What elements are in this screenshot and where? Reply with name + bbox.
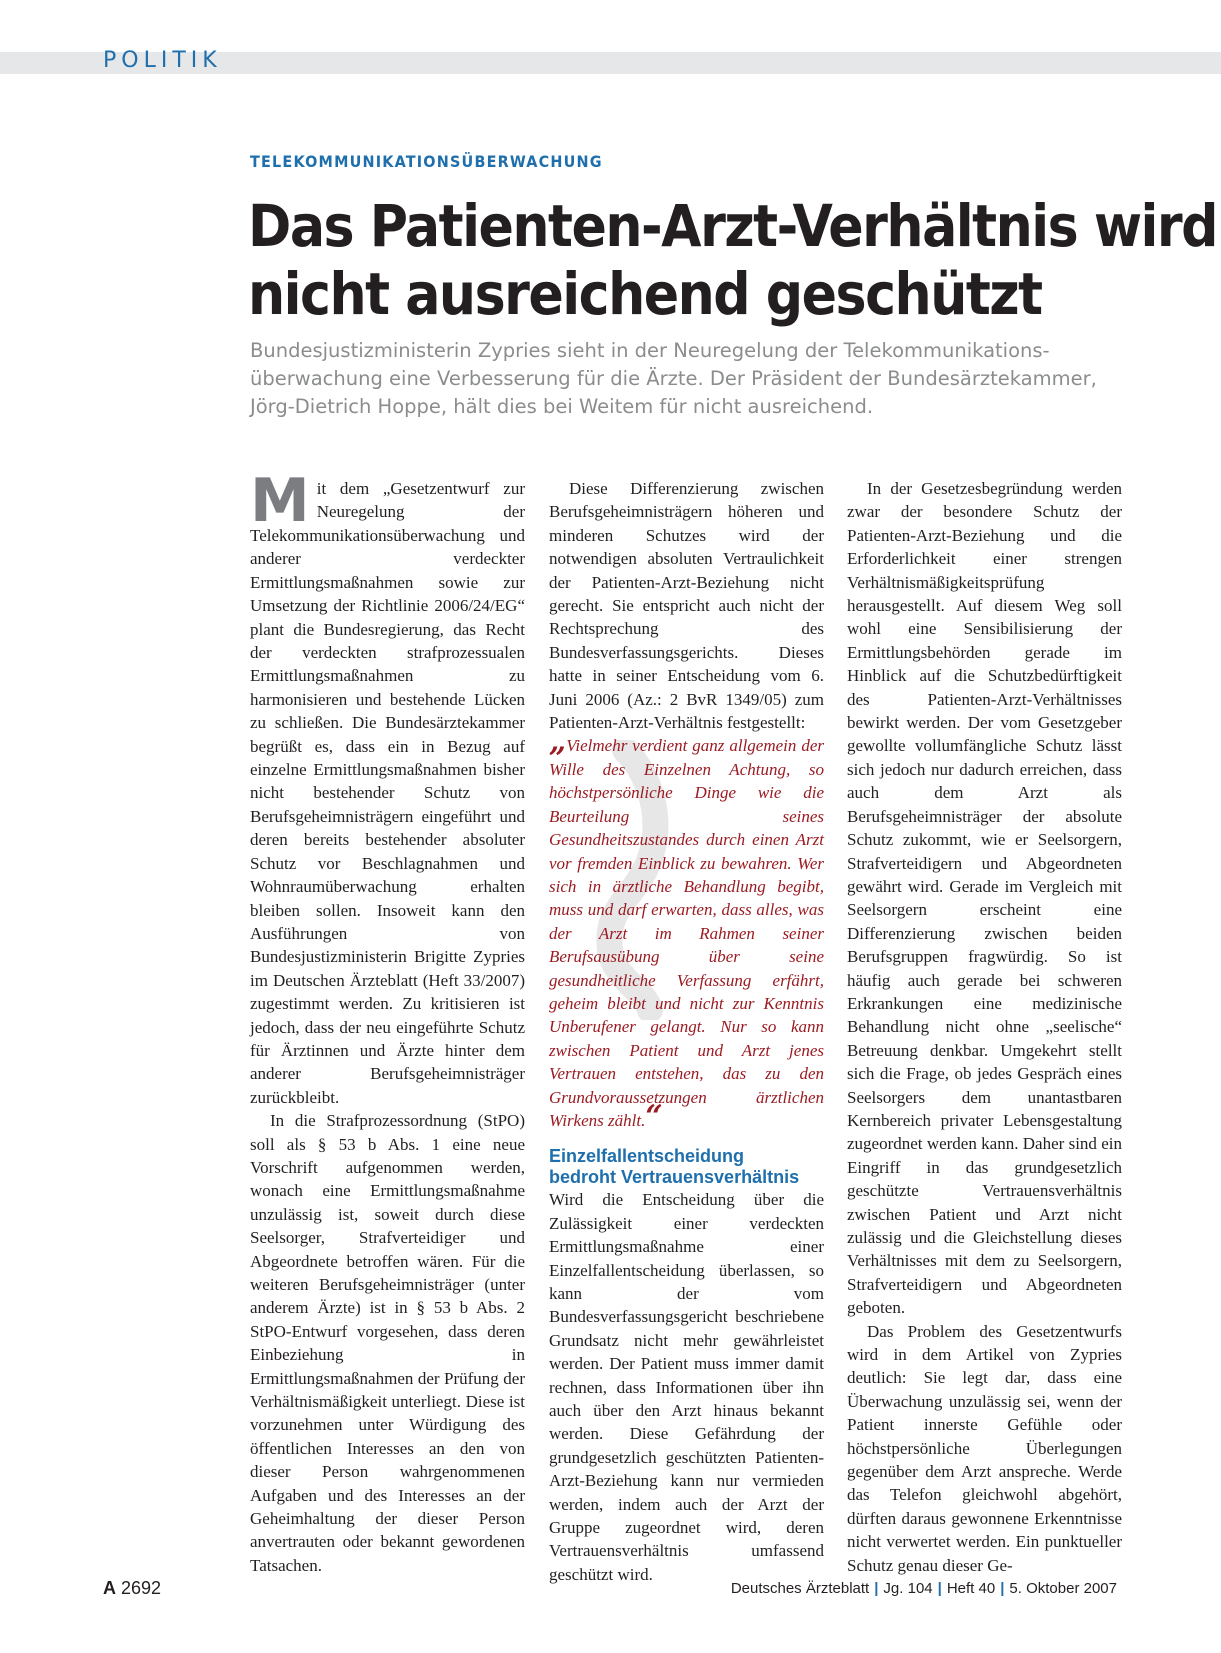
- lead-line-1: Bundesjustizministerin Zypries sieht in der Neuregelung der Telekommunikations-: [250, 339, 1050, 362]
- article-lead: [250, 337, 1130, 421]
- text-column-1: [250, 466, 525, 1577]
- footer-separator: |: [937, 1580, 942, 1597]
- paragraph: Das Problem des Gesetzentwurfs wird in dem Artikel von Zypries deutlich: Sie legt dar, dass eine Überwachung unzulässig sei, wenn der Patient innerste Gefühle oder höchstpersönliche Überlegungen gegenüber dem Arzt anspreche. Werde das Telefon gleichwohl abgehört, dürften daraus gewonnene Erkenntnisse nicht verwertet werden. Ein punktueller Schutz genau dieser Ge-: [847, 1321, 1122, 1575]
- journal-name: Deutsches Ärzteblatt: [730, 1580, 870, 1597]
- text-column-2: [549, 477, 824, 1586]
- page-number-value: 2692: [121, 1578, 162, 1598]
- subheading-line-2: bedroht Vertrauensverhältnis: [549, 1167, 800, 1188]
- paragraph: Diese Differenzierung zwischen Berufsgeheimnisträgern höheren und minderen Schutzes wird der notwendigen absoluten Vertraulichkeit der Patienten-Arzt-Beziehung nicht gerecht. Sie entspricht auch nicht der Rechtsprechung des Bundesverfassungsgerichts. Dieses hatte in seiner Entscheidung vom 6. Juni 2006 (Az.: 2 BvR 1349/05) zum Patienten-Arzt-Verhältnis festgestellt:: [549, 479, 824, 733]
- court-quote: [549, 724, 824, 1134]
- journal-date: 5. Oktober 2007: [1009, 1580, 1117, 1597]
- page-prefix: A: [103, 1578, 116, 1598]
- article-kicker: TELEKOMMUNIKATIONSÜBERWACHUNG: [250, 152, 603, 171]
- journal-issue: Heft 40: [946, 1580, 996, 1597]
- drop-cap: M: [250, 466, 310, 536]
- journal-volume: Jg. 104: [883, 1580, 933, 1597]
- paragraph: In der Gesetzesbegründung werden zwar der besondere Schutz der Patienten-Arzt-Beziehung und die Erforderlichkeit einer strengen Verhältnismäßigkeitsprüfung herausgestellt. Auf diesem Weg soll wohl eine Sensibilisierung der Ermittlungsbehörden gerade im Hinblick auf die Schutzbedürftigkeit des Patienten-Arzt-Verhältnisses bewirkt werden. Der vom Gesetzgeber gewollte vollumfängliche Schutz lässt sich jedoch nur dadurch erreichen, dass auch dem Arzt als Berufsgeheimnisträger der absolute Schutz zukommt, wie er Seelsorgern, Strafverteidigern und Abgeordneten gewährt wird. Gerade im Vergleich mit Seelsorgern erscheint eine Differenzierung zwischen beiden Berufsgruppen fragwürdig. So ist häufig auch gerade bei schweren Erkrankungen eine medizinische Behandlung nicht ohne „seelische“ Betreuung denkbar. Umgekehrt stellt sich die Frage, ob jedes Gespräch eines Seelsorgers dem unantastbaren Kernbereich privater Lebensgestaltung zugeordnet werden kann. Daher sind ein Eingriff in das grundgesetzlich geschützte Vertrauensverhältnis zwischen Patient und Arzt nicht zulässig und die Gleichstellung dieses Verhältnisses mit dem zu Seelsorgern, Strafverteidigern und Abgeordneten geboten.: [847, 479, 1122, 1318]
- paragraph: In die Strafprozessordnung (StPO) soll als § 53 b Abs. 1 eine neue Vorschrift aufgenommen werden, wonach eine Ermittlungsmaßnahme unzulässig ist, soweit durch diese Seelsorger, Strafverteidiger und Abgeordnete betroffen wären. Für die weiteren Berufsgeheimnisträger (unter anderem Ärzte) ist in § 53 b Abs. 2 StPO-Entwurf vorgesehen, dass deren Einbeziehung in Ermittlungsmaßnahmen der Prüfung der Verhältnismäßigkeit unterliegt. Diese ist vorzunehmen unter Würdigung des öffentlichen Interesses an den von dieser Person wahrgenommenen Aufgaben und des Interesses an der Geheimhaltung der dieser Person anvertrauten oder bekannt gewordenen Tatsachen.: [250, 1111, 525, 1575]
- article-headline: [248, 192, 1218, 328]
- headline-line-1: Das Patienten-Arzt-Verhältnis wird: [248, 192, 1218, 260]
- quote-close-mark: “: [645, 1098, 663, 1134]
- footer-separator: |: [874, 1580, 879, 1597]
- paragraph: Wird die Entscheidung über die Zulässigkeit einer verdeckten Ermittlungsmaßnahme einer Einzelfallentscheidung überlassen, so kann der vom Bundesverfassungsgericht beschriebene Grundsatz nicht mehr gewährleistet werden. Der Patient muss immer damit rechnen, dass Informationen über ihn auch über den Arzt hinaus bekannt werden. Diese Gefährdung der grundgesetzlich geschützten Patienten-Arzt-Beziehung kann nur vermieden werden, indem auch der Arzt der Gruppe zugeordnet wird, deren Vertrauensverhältnis umfassend geschützt wird.: [549, 1190, 824, 1584]
- headline-line-2: nicht ausreichend geschützt: [248, 260, 1042, 328]
- quote-open-mark: „: [549, 724, 567, 760]
- subheading-line-1: Einzelfallentscheidung: [549, 1146, 745, 1167]
- paragraph: [250, 466, 525, 1109]
- section-label: POLITIK: [103, 48, 222, 73]
- page-number: [103, 1578, 161, 1599]
- subheading: [549, 1146, 824, 1188]
- journal-footer: [731, 1580, 1117, 1597]
- footer-separator: |: [1000, 1580, 1005, 1597]
- lead-line-3: Jörg-Dietrich Hoppe, hält dies bei Weitem für nicht ausreichend.: [250, 395, 874, 418]
- quote-text: Vielmehr verdient ganz allgemein der Wille des Einzelnen Achtung, so höchstpersönliche Dinge wie die Beurteilung seines Gesundheitszustandes durch einen Arzt vor fremden Einblick zu bewahren. Wer sich in ärztliche Behandlung begibt, muss und darf erwarten, dass alles, was der Arzt im Rahmen seiner Berufsausübung über seine gesundheitliche Verfassung erfährt, geheim bleibt und nicht zur Kenntnis Unberufener gelangt. Nur so kann zwischen Patient und Arzt jenes Vertrauen entstehen, das zu den Grundvoraussetzungen ärztlichen Wirkens zählt.: [549, 736, 824, 1130]
- lead-line-2: überwachung eine Verbesserung für die Ärzte. Der Präsident der Bundesärztekammer,: [250, 367, 1097, 390]
- paragraph-text: it dem „Gesetzentwurf zur Neuregelung der Telekommunikationsüberwachung und anderer verdeckter Ermittlungsmaßnahmen sowie zur Umsetzung der Richtlinie 2006/24/EG“ plant die Bundesregierung, das Recht der verdeckten strafprozessualen Ermittlungsmaßnahmen zu harmonisieren und bestehende Lücken zu schließen. Die Bundesärztekammer begrüßt es, dass ein in Bezug auf einzelne Ermittlungsmaßnahmen bisher nicht bestehender Schutz von Berufsgeheimnisträgern eingeführt und deren bereits bestehender absoluter Schutz vor Beschlagnahmen und Wohnraumüberwachung erhalten bleiben sollen. Insoweit kann den Ausführungen von Bundesjustizministerin Brigitte Zypries im Deutschen Ärzteblatt (Heft 33/2007) zugestimmt werden. Zu kritisieren ist jedoch, dass der neu eingeführte Schutz für Ärztinnen und Ärzte hinter dem anderer Berufsgeheimnisträger zurückbleibt.: [250, 479, 525, 1107]
- text-column-3: [847, 477, 1122, 1577]
